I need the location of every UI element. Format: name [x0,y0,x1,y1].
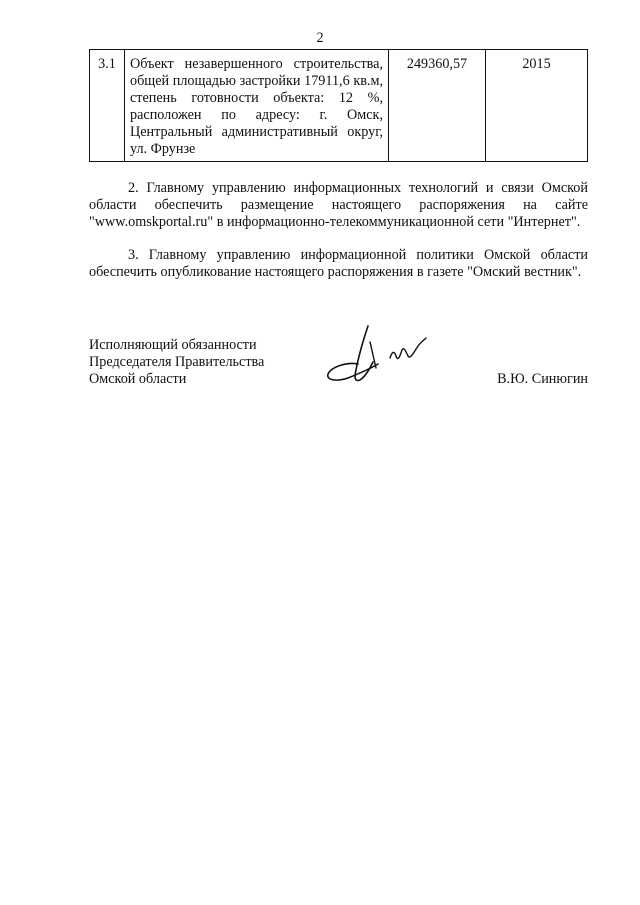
signer-title-line: Председателя Правительства [89,354,265,370]
page-number: 2 [316,30,324,46]
signer-title-line: Омской области [89,371,187,387]
property-table [89,49,588,162]
signer-name: В.Ю. Синюгин [497,371,588,387]
row-value-cell: 249360,57 [389,50,486,162]
row-year-cell: 2015 [486,50,588,162]
paragraph-2: 2. Главному управлению информационных технологий и связи Омской области обеспечить размещение настоящего распоряжения на сайте "www.omskportal.ru" в информационно-телекоммуникационной сети "Интернет". [89,180,588,230]
paragraph-3: 3. Главному управлению информационной политики Омской области обеспечить опубликование настоящего распоряжения в газете "Омский вестник". [89,247,588,280]
signer-title-line: Исполняющий обязанности [89,337,257,353]
signer-title-block [89,337,349,388]
table-row [90,50,588,162]
row-number-cell: 3.1 [90,50,125,162]
row-description-cell: Объект незавершенного строительства, общей площадью застройки 17911,6 кв.м, степень готовности объекта: 12 %, расположен по адресу: г. Омск, Центральный административный округ, ул. Фрунзе [125,50,389,162]
handwritten-signature [318,318,436,394]
